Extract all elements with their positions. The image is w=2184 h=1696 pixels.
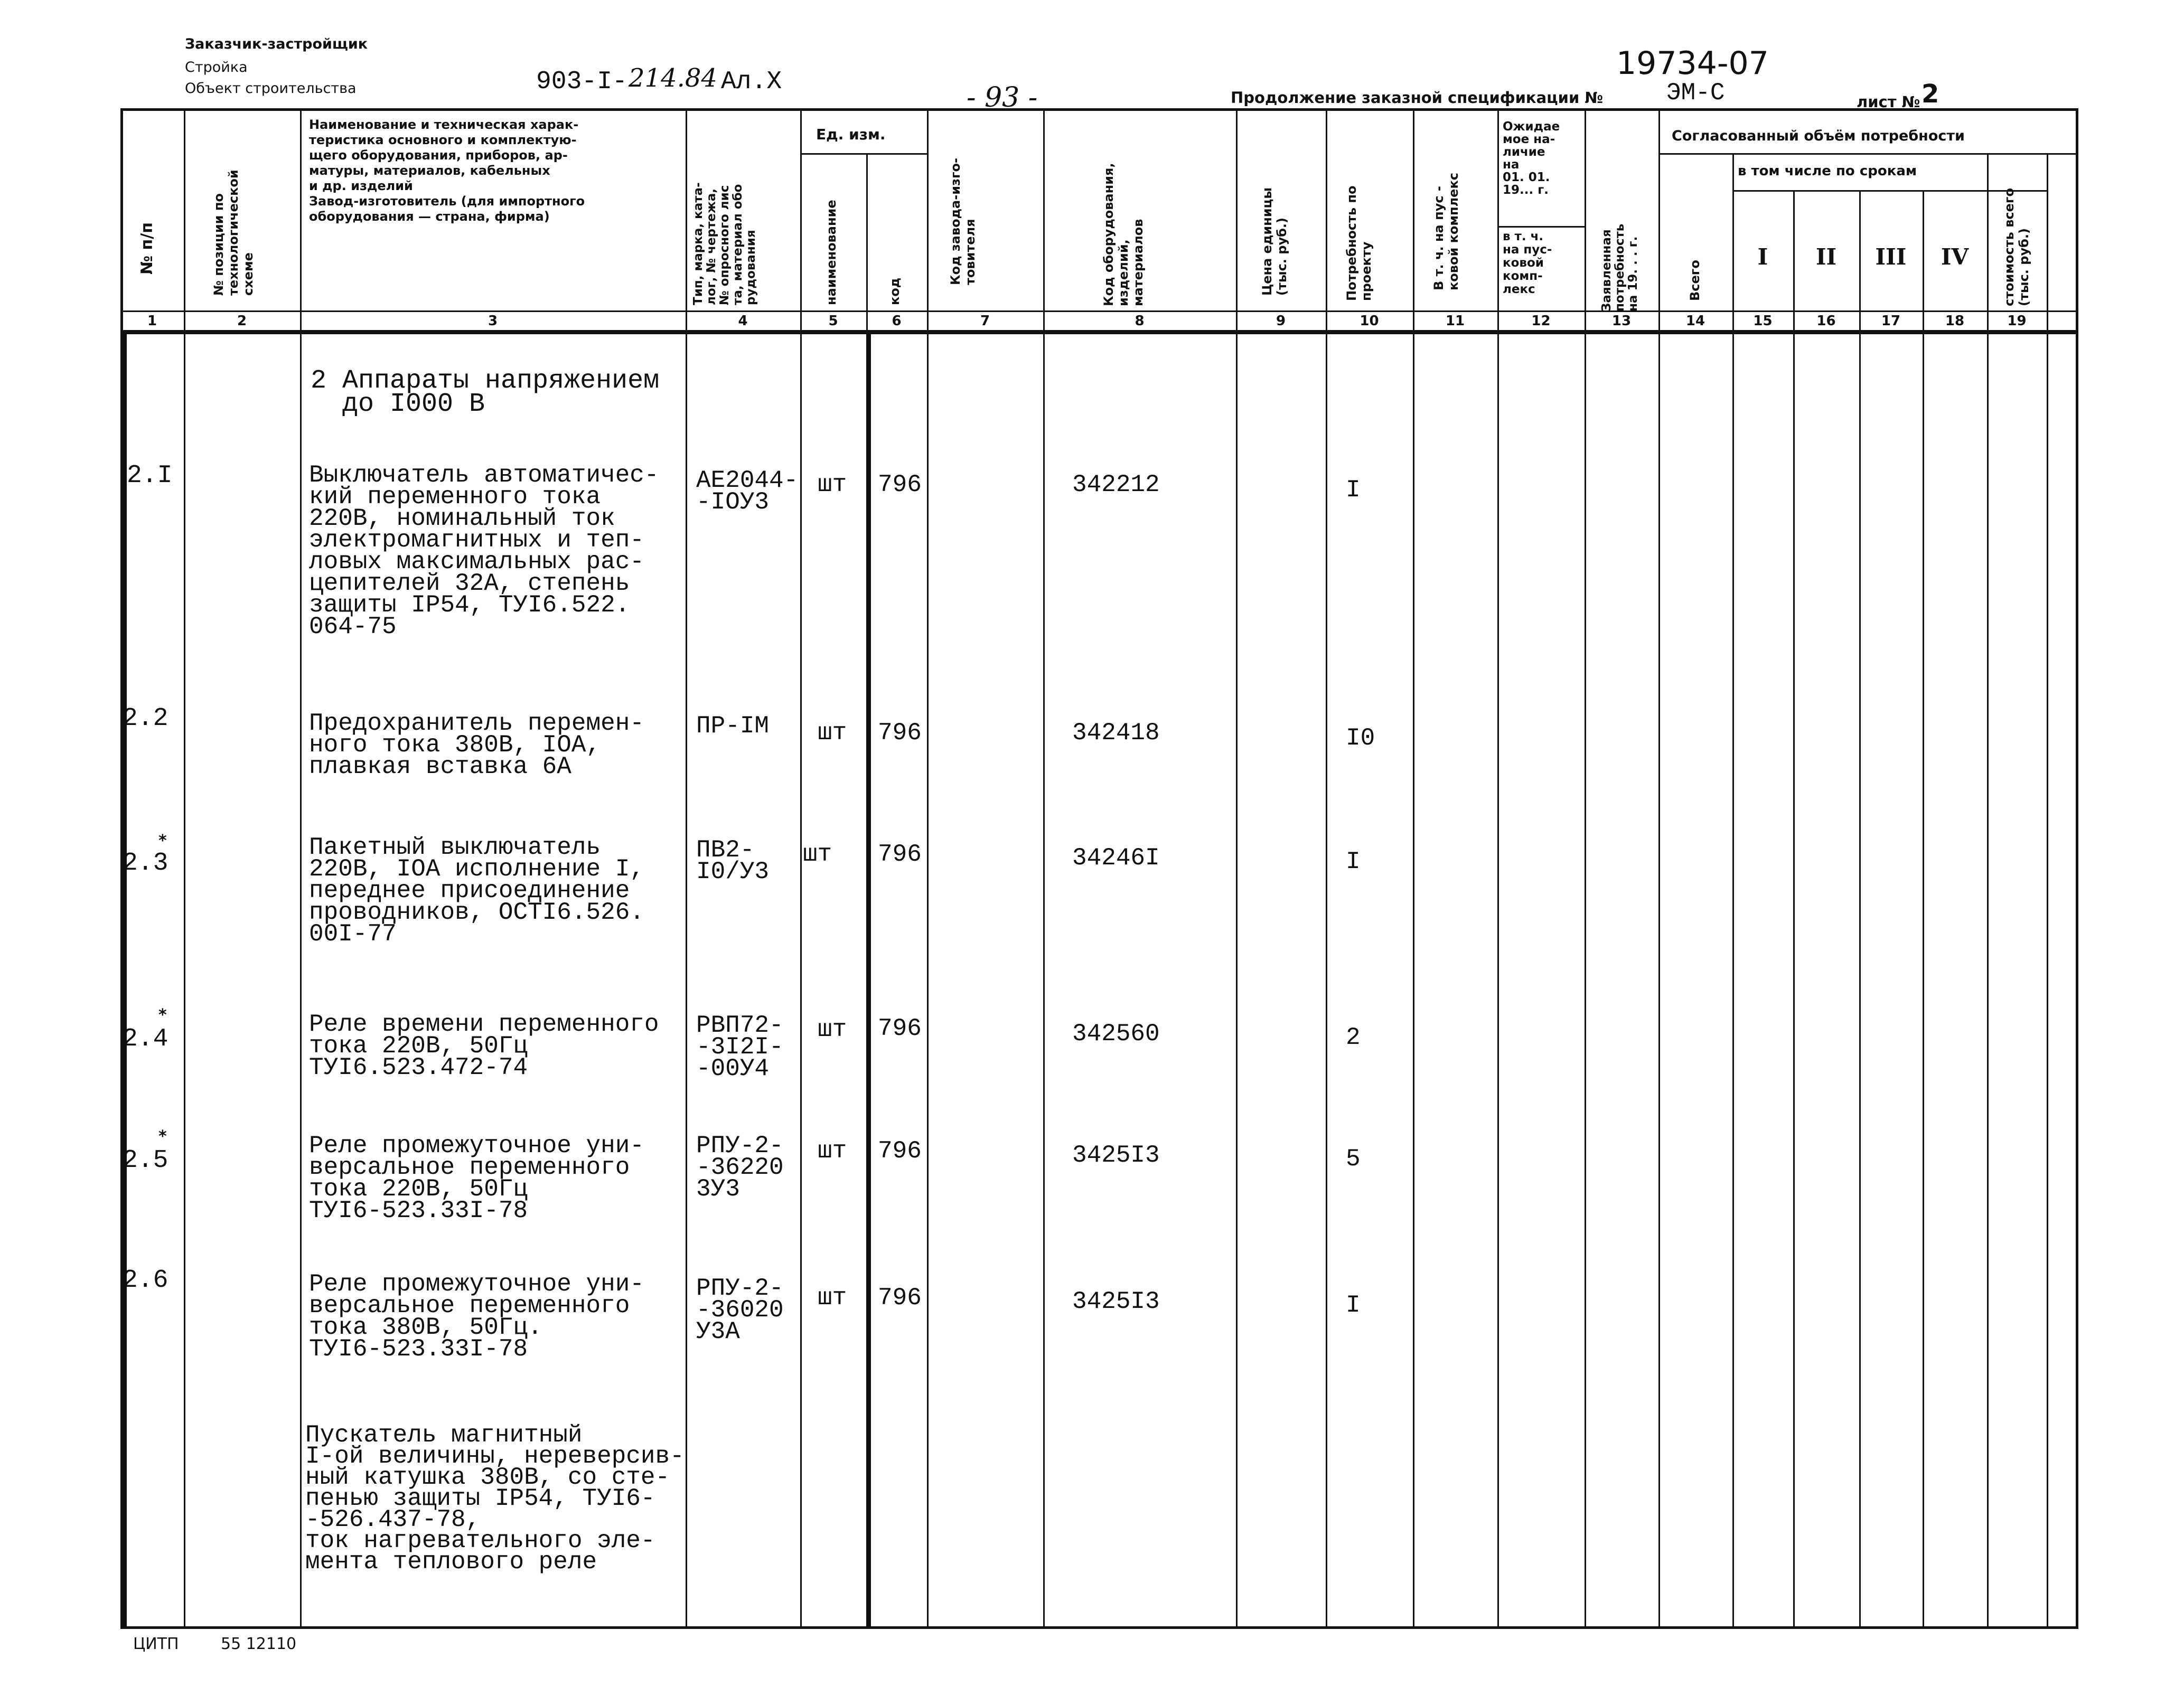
row-mark: * xyxy=(158,832,167,850)
item-description: Реле времени переменного тока 220В, 50Гц ТУI6.523.472-74 xyxy=(309,1011,659,1081)
col-number: 3 xyxy=(488,313,498,329)
sheet-number: 2 xyxy=(1921,79,1939,109)
item-quantity: I0 xyxy=(1346,724,1375,752)
col-number: 11 xyxy=(1445,313,1465,329)
project-code: 903-I- xyxy=(536,68,627,96)
row-number: 2.I xyxy=(127,461,173,490)
customer-label: Заказчик-застройщик xyxy=(185,36,368,52)
sheet-label: лист № xyxy=(1857,93,1920,111)
item-unit: шт xyxy=(818,719,847,747)
col-number: 16 xyxy=(1816,313,1836,329)
spec-code: ЭМ-С xyxy=(1666,79,1725,107)
col-header-19: стоимость всего (тыс. руб.) xyxy=(2002,188,2031,306)
col-divider xyxy=(1413,108,1414,1629)
col-header-18: IV xyxy=(1941,244,1969,270)
col-number: 6 xyxy=(892,313,902,329)
item-type: ПВ2- I0/У3 xyxy=(696,836,770,885)
col-divider xyxy=(1987,153,1989,1629)
item-type: РПУ-2- -36220 3У3 xyxy=(696,1132,784,1203)
item-unit-code: 796 xyxy=(878,1284,922,1312)
col-header-8: Код оборудования, изделий, материалов xyxy=(1101,163,1146,306)
item-unit: шт xyxy=(818,1137,847,1165)
col-header-4: Тип, марка, ката- лог, № чертежа, № опросного лис та, материал обо рудования xyxy=(691,182,758,305)
col-header-10: Потребность по проекту xyxy=(1344,185,1374,301)
col-divider xyxy=(1658,108,1660,1629)
project-code-handwritten: 214.84 xyxy=(629,63,717,93)
row-number: 2.2 xyxy=(123,704,168,733)
item-unit: шт xyxy=(803,841,832,868)
col-divider xyxy=(1326,108,1327,1629)
item-unit-code: 796 xyxy=(878,471,922,498)
col-divider xyxy=(1236,108,1238,1629)
col-header-16: II xyxy=(1815,244,1837,270)
col-divider xyxy=(1732,153,1734,1629)
col-divider xyxy=(1043,108,1045,1629)
section-title: 2 Аппараты напряжением до I000 В xyxy=(311,366,660,419)
row-number: 2.3 xyxy=(123,849,168,878)
row-divider xyxy=(1732,190,2047,192)
item-description: Реле промежуточное уни- версальное переменного тока 220В, 50Гц ТУI6-523.33I-78 xyxy=(309,1132,644,1224)
construction-label: Стройка xyxy=(185,59,248,76)
col-divider xyxy=(184,108,185,1629)
col-number: 1 xyxy=(147,313,157,329)
item-unit: шт xyxy=(818,471,847,498)
item-type: ПР-IМ xyxy=(696,712,770,740)
col-number: 10 xyxy=(1360,313,1379,329)
col-divider xyxy=(927,108,929,1629)
item-type: АЕ2044- -IОУ3 xyxy=(696,467,799,516)
row-number: 2.4 xyxy=(123,1025,168,1053)
col-number: 9 xyxy=(1276,313,1286,329)
page-number: - 93 - xyxy=(967,82,1038,114)
item-unit: шт xyxy=(818,1284,847,1312)
row-divider xyxy=(1658,153,2078,155)
col-header-12b: в т. ч. на пус- ковой комп- лекс xyxy=(1503,230,1552,296)
album-label: Ал.Х xyxy=(721,68,782,96)
item-unit-code: 796 xyxy=(878,1015,922,1042)
header-bottom-rule xyxy=(120,330,2078,334)
col-number: 17 xyxy=(1881,313,1901,329)
item-unit-code: 796 xyxy=(878,1137,922,1165)
col-divider xyxy=(300,108,302,1629)
item-quantity: 2 xyxy=(1346,1024,1361,1051)
col-number: 13 xyxy=(1611,313,1632,329)
item-quantity: 5 xyxy=(1346,1145,1361,1173)
item-description: Выключатель автоматичес- кий переменного тока 220В, номинальный ток электромагнитных и теп- ловых максимальных рас- цепителей 32А, степень защиты IP54, ТУI6.522. 064-75 xyxy=(309,461,659,640)
col-divider xyxy=(686,108,687,1629)
item-unit-code: 796 xyxy=(878,841,922,868)
item-code: 3425I3 xyxy=(1072,1288,1160,1315)
item-description: Пакетный выключатель 220В, IОА исполнение I, переднее присоединение проводников, ОСТI6.526. 00I-77 xyxy=(309,834,644,948)
row-divider xyxy=(120,310,2078,312)
object-label: Объект строительства xyxy=(185,80,357,97)
item-code: 34246I xyxy=(1072,844,1160,872)
item-type: РВП72- -3I2I- -00У4 xyxy=(696,1012,784,1082)
col-header-2: № позиции по технологической схеме xyxy=(211,169,256,296)
col-header-1: № п/п xyxy=(138,222,156,275)
row-mark: * xyxy=(158,1006,167,1024)
item-quantity: I xyxy=(1346,476,1361,504)
col-divider xyxy=(2047,153,2048,1629)
col-number: 2 xyxy=(237,313,247,329)
row-divider xyxy=(1497,226,1585,228)
row-divider xyxy=(800,153,927,155)
col-header-11: В т. ч. на пус - ковой комплекс xyxy=(1431,173,1461,290)
item-code: 342560 xyxy=(1072,1020,1160,1048)
col-header-15: I xyxy=(1757,244,1768,270)
col-divider xyxy=(1497,108,1499,1629)
col-number: 5 xyxy=(828,313,838,329)
col-header-14: Всего xyxy=(1688,260,1702,301)
col-header-13: Заявленная потребность на 19. . . г. xyxy=(1600,223,1640,312)
col-header-12a: Ожидае мое на- личие на 01. 01. 19... г. xyxy=(1503,120,1560,197)
footer-org: ЦИТП xyxy=(133,1635,179,1653)
col-number: 19 xyxy=(2007,313,2027,329)
item-description: Пускатель магнитный I-ой величины, нереверсив- ный катушка 380В, со сте- пенью защиты IP54, ТУI6- -526.437-78, ток нагревательного эле- мента теплового реле xyxy=(305,1421,685,1576)
doc-number: 19734-07 xyxy=(1616,45,1769,82)
continuation-label: Продолжение заказной спецификации № xyxy=(1231,89,1604,107)
col-divider xyxy=(1793,190,1795,1629)
row-number: 2.5 xyxy=(123,1146,168,1175)
col-header-7: Код завода-изго- товителя xyxy=(948,158,978,285)
row-mark: * xyxy=(158,1127,167,1146)
col-number: 18 xyxy=(1945,313,1965,329)
item-description: Реле промежуточное уни- версальное переменного тока 380В, 50Гц. ТУI6-523.33I-78 xyxy=(309,1270,644,1363)
item-code: 3425I3 xyxy=(1072,1142,1160,1169)
item-code: 342418 xyxy=(1072,719,1160,747)
frame-edge xyxy=(866,333,871,1629)
col-number: 12 xyxy=(1531,313,1551,329)
col-header-9: Цена единицы (тыс. руб.) xyxy=(1260,187,1289,296)
col-header-5: наименование xyxy=(824,200,839,305)
col-number: 8 xyxy=(1135,313,1145,329)
item-type: РПУ-2- -36020 У3А xyxy=(696,1275,784,1345)
col-divider xyxy=(1585,108,1586,1629)
item-quantity: I xyxy=(1346,848,1361,875)
col-header-3: Наименование и техническая харак- теристика основного и комплектую- щего оборудования, приборов, ар- матуры, материалов, кабельных и др. изделий Завод-изготовитель (для импортного оборудования — страна, фирма) xyxy=(309,117,585,224)
frame-edge xyxy=(120,330,127,1629)
unit-group-header: Ед. изм. xyxy=(816,126,886,143)
item-description: Предохранитель перемен- ного тока 380В, IОА, плавкая вставка 6А xyxy=(309,710,644,780)
col-number: 14 xyxy=(1685,313,1705,329)
item-code: 342212 xyxy=(1072,471,1160,498)
item-unit-code: 796 xyxy=(878,719,922,747)
col-number: 7 xyxy=(980,313,990,329)
col-divider xyxy=(1859,190,1861,1629)
agreed-group-header: Согласованный объём потребности xyxy=(1672,128,1965,144)
col-divider xyxy=(1923,190,1924,1629)
row-number: 2.6 xyxy=(123,1266,168,1295)
item-quantity: I xyxy=(1346,1292,1361,1319)
col-number: 15 xyxy=(1753,313,1773,329)
footer-number: 55 12110 xyxy=(221,1635,297,1653)
item-unit: шт xyxy=(818,1016,847,1043)
col-number: 4 xyxy=(738,313,748,329)
col-divider xyxy=(800,108,802,1629)
col-header-17: III xyxy=(1875,244,1907,270)
terms-group-header: в том числе по срокам xyxy=(1738,163,1917,179)
col-header-6: код xyxy=(887,277,902,305)
